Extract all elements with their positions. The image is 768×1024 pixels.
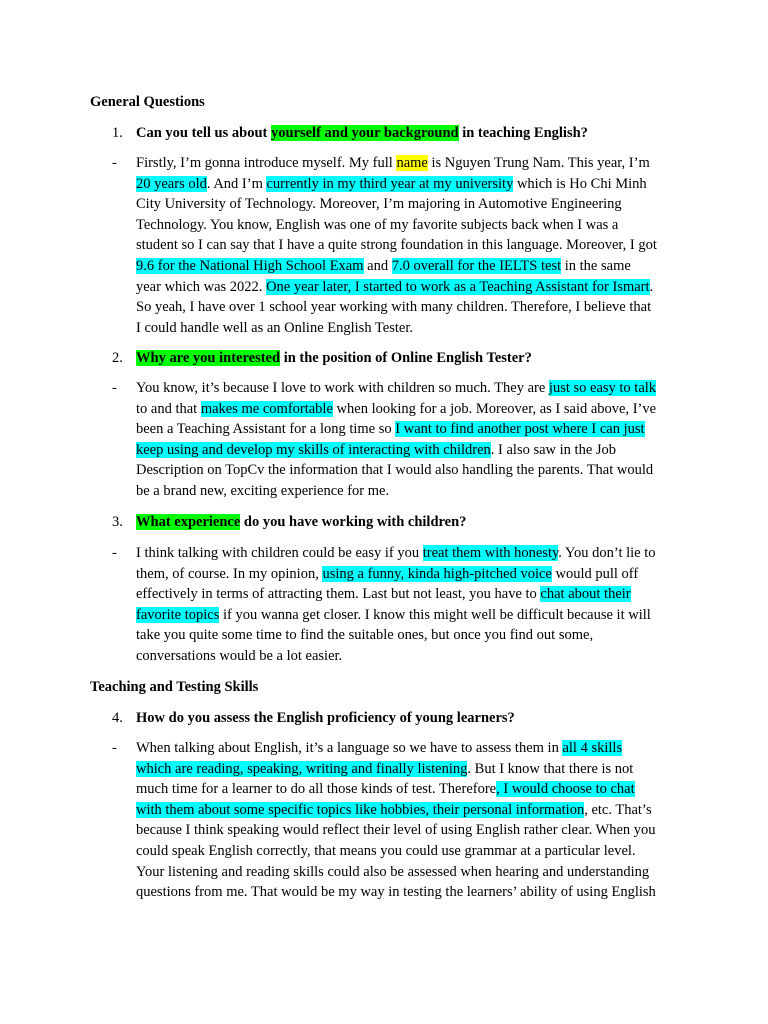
answer-line — [136, 759, 682, 780]
question-number: 2. — [112, 350, 123, 366]
question-text — [136, 708, 515, 729]
text-run: take you quite some time to find the suitable ones, but once you find out some, — [136, 627, 594, 644]
answer-line — [136, 215, 682, 236]
highlight-cyan: keep using and develop my skills of interacting with children — [136, 441, 491, 458]
answer-line — [136, 841, 682, 862]
highlight-cyan: treat them with honesty — [422, 545, 559, 561]
answer-line — [136, 820, 682, 841]
answer-line — [136, 153, 682, 174]
question-text-part: Can you tell us about — [136, 125, 271, 141]
answer-line — [136, 460, 682, 481]
question-text — [136, 512, 466, 533]
answer-line — [136, 543, 682, 564]
text-run: is Nguyen Trung Nam. This year, I’m — [427, 155, 650, 171]
text-run: effectively in terms of attracting them. Last but not least, you have to — [136, 586, 541, 603]
question-number: 1. — [112, 125, 123, 141]
text-run: . And I’m — [206, 175, 267, 192]
answer-line — [136, 584, 682, 605]
bullet-dash: - — [112, 545, 117, 561]
question-text-part: in teaching English? — [458, 125, 588, 141]
text-run: questions from me. That would be my way in testing the learners’ ability of using English — [136, 884, 656, 901]
text-run: . I also saw in the Job — [490, 441, 617, 458]
answer-text — [136, 543, 682, 667]
text-run: when looking for a job. Moreover, as I said above, I’ve — [332, 400, 657, 417]
answer-line — [136, 800, 682, 821]
answer-line — [136, 235, 682, 256]
text-run: I could handle well as an Online English Tester. — [136, 319, 413, 336]
text-run: much time for a learner to do all those kinds of test. Therefore — [136, 781, 497, 798]
answer-line — [136, 194, 682, 215]
answer-line — [136, 256, 682, 277]
question-number: 3. — [112, 514, 123, 530]
answer-line — [136, 440, 682, 461]
answer-line — [136, 882, 682, 903]
text-run: When talking about English, it’s a language so we have to assess them in — [136, 740, 563, 756]
text-run: Firstly, I’m gonna introduce myself. My full — [136, 155, 397, 171]
text-run: conversations would be a lot easier. — [136, 647, 343, 664]
highlight-green: yourself and your background — [270, 125, 459, 141]
text-run: if you wanna get closer. I know this might well be difficult because it will — [219, 606, 651, 623]
highlight-cyan: , I would choose to chat — [496, 781, 635, 798]
question-text — [136, 348, 532, 369]
text-run: , etc. That’s — [584, 801, 652, 818]
highlight-cyan: One year later, I started to work as a Teaching Assistant for Ismart — [266, 278, 650, 295]
highlight-cyan: with them about some specific topics like hobbies, their personal information — [136, 801, 585, 818]
text-run: been a Teaching Assistant for a long time so — [136, 421, 396, 438]
highlight-cyan: currently in my third year at my university — [266, 175, 514, 192]
highlight-cyan: which are reading, speaking, writing and finally listening — [136, 760, 468, 777]
highlight-green: Why are you interested — [136, 350, 281, 366]
bullet-dash: - — [112, 740, 117, 756]
highlight-green: What experience — [136, 514, 241, 530]
answer-line — [136, 481, 682, 502]
highlight-yellow: name — [396, 155, 428, 171]
text-run: . But I know that there is not — [467, 760, 634, 777]
question-number: 4. — [112, 710, 123, 726]
answer-line — [136, 564, 682, 585]
text-run: year which was 2022. — [136, 278, 267, 295]
highlight-cyan: 7.0 overall for the IELTS test — [391, 257, 562, 274]
text-run: to and that — [136, 400, 201, 417]
bullet-dash: - — [112, 380, 117, 396]
answer-line — [136, 297, 682, 318]
text-run: . You don’t lie to — [558, 545, 656, 561]
answer-line — [136, 738, 682, 759]
answer-line — [136, 646, 682, 667]
answer-line — [136, 862, 682, 883]
highlight-cyan: chat about their — [540, 586, 631, 603]
highlight-cyan: using a funny, kinda high-pitched voice — [322, 565, 552, 582]
highlight-cyan: makes me comfortable — [200, 400, 333, 417]
answer-line — [136, 318, 682, 339]
section-heading-general: General Questions — [90, 94, 205, 110]
text-run: Description on TopCv the information that I would also handling the parents. That would — [136, 462, 654, 479]
highlight-cyan: 20 years old — [136, 175, 207, 192]
answer-text — [136, 153, 682, 338]
text-run: and — [363, 257, 392, 274]
answer-line — [136, 378, 682, 399]
answer-line — [136, 174, 682, 195]
text-run: because I think speaking would reflect their level of using English rather clear. When you — [136, 822, 656, 839]
highlight-cyan: I want to find another post where I can just — [395, 421, 645, 438]
text-run: You know, it’s because I love to work with children so much. They are — [136, 380, 549, 396]
highlight-cyan: just so easy to talk — [548, 380, 657, 396]
highlight-cyan: favorite topics — [136, 606, 220, 623]
text-run: City University of Technology. Moreover, I’m majoring in Automotive Engineering — [136, 196, 622, 213]
text-run: would pull off — [551, 565, 639, 582]
text-run: which is Ho Chi Minh — [513, 175, 647, 192]
answer-line — [136, 419, 682, 440]
text-run: be a brand new, exciting experience for me. — [136, 482, 390, 499]
text-run: them, of course. In my opinion, — [136, 565, 323, 582]
answer-text — [136, 738, 682, 903]
highlight-cyan: 9.6 for the National High School Exam — [136, 257, 364, 274]
text-run: I think talking with children could be easy if you — [136, 545, 423, 561]
answer-line — [136, 605, 682, 626]
answer-line — [136, 625, 682, 646]
section-heading-teaching: Teaching and Testing Skills — [90, 679, 259, 695]
highlight-cyan: all 4 skills — [562, 740, 623, 756]
answer-line — [136, 277, 682, 298]
bullet-dash: - — [112, 155, 117, 171]
answer-line — [136, 779, 682, 800]
text-run: student so I can say that I have a quite strong foundation in this language. Moreover, I got — [136, 237, 657, 254]
text-run: in the same — [561, 257, 631, 274]
question-text-part: do you have working with children? — [240, 514, 467, 530]
question-text-part: in the position of Online English Tester? — [280, 350, 532, 366]
question-text — [136, 123, 588, 144]
answer-line — [136, 399, 682, 420]
text-run: could speak English correctly, that means you could use grammar at a particular level. — [136, 842, 636, 859]
text-run: Your listening and reading skills could also be assessed when hearing and understanding — [136, 863, 650, 880]
question-text-part: How do you assess the English proficiency of young learners? — [136, 710, 515, 726]
answer-text — [136, 378, 682, 502]
text-run: . — [649, 278, 654, 295]
text-run: So yeah, I have over 1 school year working with many children. Therefore, I believe that — [136, 299, 652, 316]
text-run: Technology. You know, English was one of my favorite subjects back when I was a — [136, 216, 619, 233]
